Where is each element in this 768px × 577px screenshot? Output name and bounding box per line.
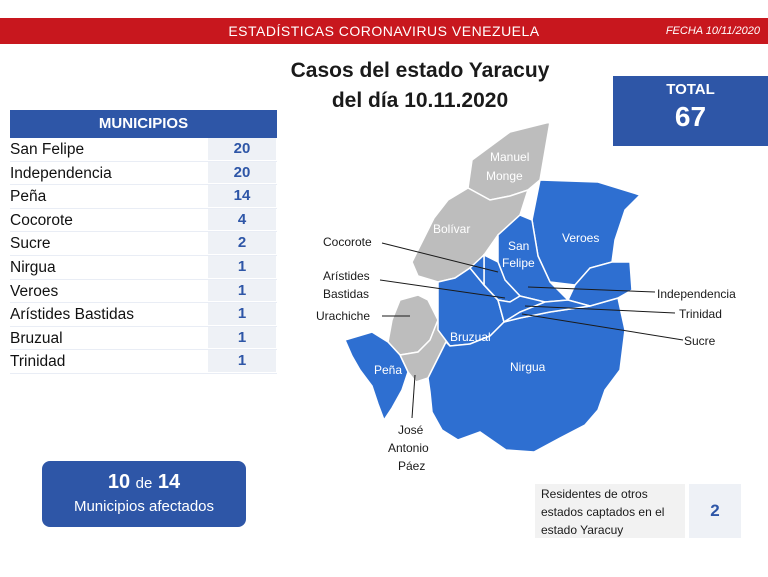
row-count: 14 [208, 185, 276, 207]
label-bolivar: Bolívar [433, 222, 471, 236]
affected-label: Municipios afectados [73, 498, 215, 515]
row-count: 1 [208, 350, 276, 372]
affected-total: 14 [157, 471, 181, 493]
page-title-line2: del día 10.11.2020 [331, 89, 509, 112]
label-veroes: Veroes [562, 231, 600, 245]
row-name: Sucre [10, 235, 51, 253]
residents-value: 2 [689, 484, 741, 538]
row-count: 1 [208, 303, 276, 325]
residents-text [535, 484, 685, 538]
affected-box [42, 461, 246, 527]
row-count: 1 [208, 327, 276, 349]
row-name: Bruzual [10, 329, 63, 347]
municipios-header: MUNICIPIOS [10, 110, 277, 138]
header-date: FECHA 10/11/2020 [665, 25, 760, 37]
label-san-felipe-1: San [508, 239, 530, 253]
row-count: 4 [208, 209, 276, 231]
row-count: 1 [208, 256, 276, 278]
residents-line3: estado Yaracuy [541, 523, 624, 537]
affected-de: de [135, 475, 153, 492]
label-san-felipe-2: Felipe [502, 256, 535, 270]
row-name: Trinidad [10, 353, 66, 371]
label-nirgua: Nirgua [510, 360, 546, 374]
total-value: 67 [674, 101, 707, 132]
label-urachiche: Urachiche [316, 309, 371, 323]
label-pena: Peña [374, 363, 403, 377]
row-count: 20 [208, 138, 276, 160]
row-name: Veroes [10, 282, 59, 300]
row-count: 2 [208, 232, 276, 254]
row-count: 20 [208, 162, 276, 184]
page-title-line1: Casos del estado Yaracuy [290, 59, 550, 82]
row-count: 1 [208, 280, 276, 302]
total-label: TOTAL [666, 81, 715, 98]
label-sucre: Sucre [684, 334, 716, 348]
row-name: San Felipe [10, 141, 85, 158]
row-name: Independencia [10, 164, 112, 182]
label-independencia: Independencia [657, 287, 736, 301]
affected-count-line [42, 471, 246, 494]
label-jose-2: Antonio [388, 441, 429, 455]
residents-line1: Residentes de otros [541, 487, 648, 501]
row-name: Peña [10, 188, 47, 206]
label-jose-3: Páez [398, 459, 426, 473]
label-bruzual: Bruzual [450, 330, 491, 344]
label-jose-1: José [398, 423, 424, 437]
header-title: ESTADÍSTICAS CORONAVIRUS VENEZUELA [228, 23, 540, 39]
row-name: Cocorote [10, 211, 73, 229]
residents-line2: estados captados en el [541, 505, 665, 519]
label-manuel-monge-1: Manuel [490, 150, 530, 164]
label-trinidad: Trinidad [679, 307, 722, 321]
row-name: Arístides Bastidas [10, 306, 135, 324]
row-name: Nirgua [10, 258, 56, 276]
affected-count: 10 [107, 471, 131, 493]
label-aristides-1: Arístides [323, 269, 370, 283]
label-manuel-monge-2: Monge [486, 169, 523, 183]
label-aristides-2: Bastidas [323, 287, 370, 301]
label-cocorote: Cocorote [323, 235, 372, 249]
